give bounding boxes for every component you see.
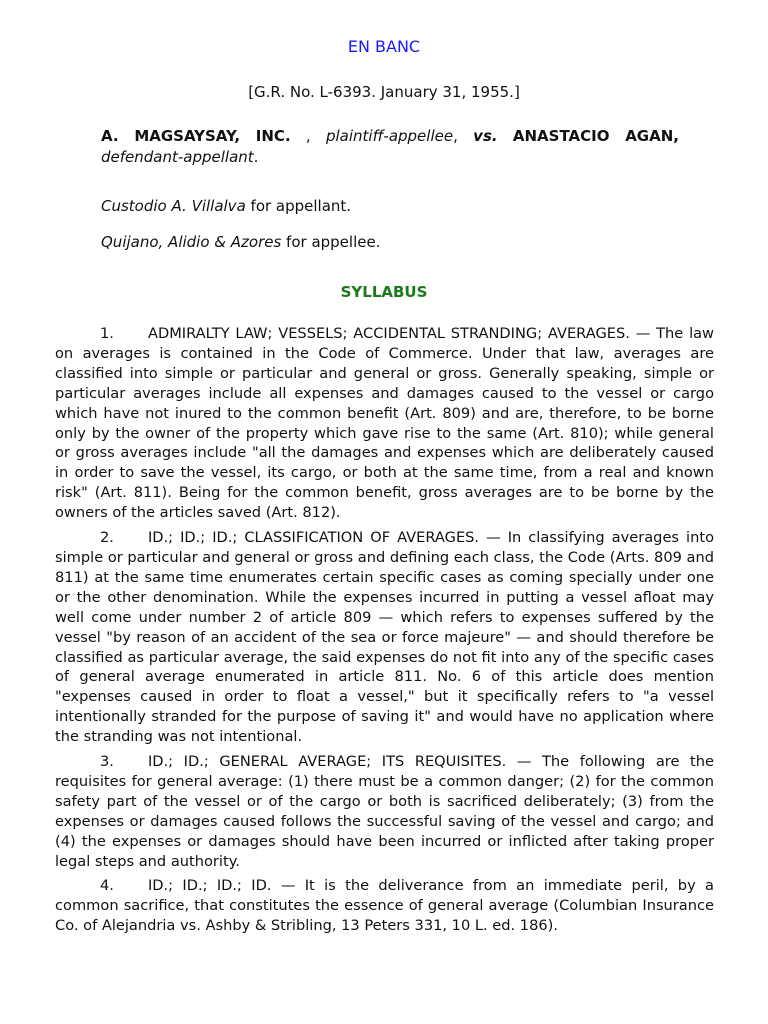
paragraph-text: ADMIRALTY LAW; VESSELS; ACCIDENTAL STRANDING; AVERAGES. — The law on averages is contained in the Code of Commerce. Under that law, averages are classified into simple or particular and general or gross. Generally speaking, simple or particular averages include all expenses and damages caused to the vessel or cargo which have not inured to the common benefit (Art. 809) and are, therefore, to be borne only by the owner of the property which gave rise to the same (Art. 810); while general or gross averages include "all the damages and expenses which are deliberately caused in order to save the vessel, its cargo, or both at the same time, from a real and known risk" (Art. 811). Being for the common benefit, gross averages are to be borne by the owners of the articles saved (Art. 812). [55, 325, 714, 522]
paragraph-text: ID.; ID.; ID.; ID. — It is the deliverance from an immediate peril, by a common sacrifice, that constitutes the essence of general average (Columbian Insurance Co. of Alejandria vs. Ashby & Stribling, 13 Peters 331, 10 L. ed. 186). [55, 877, 714, 935]
syllabus-body [55, 324, 714, 941]
counsel-name: Custodio A. Villalva [101, 197, 246, 215]
counsel-role: for appellee. [281, 233, 381, 251]
plaintiff-role: plaintiff-appellee [325, 127, 454, 145]
paragraph-text: ID.; ID.; ID.; CLASSIFICATION OF AVERAGES. — In classifying averages into simple or particular and general or gross and defining each class, the Code (Arts. 809 and 811) at the same time enumerates certain specific cases as coming specially under one or the other denomination. While the expenses incurred in putting a vessel afloat may well come under number 2 of article 809 — which refers to expenses suffered by the vessel "by reason of an accident of the sea or force majeure" — and should therefore be classified as particular average, the said expenses do not fit into any of the specific cases of general average enumerated in article 811. No. 6 of this article does mention "expenses caused in order to float a vessel," but it specifically refers to "a vessel intentionally stranded for the purpose of saving it" and would have no application where the stranding was not intentional. [55, 529, 714, 746]
paragraph-number: 2. [100, 529, 114, 547]
syllabus-paragraph-3 [55, 752, 714, 871]
paragraph-number: 1. [100, 325, 114, 342]
syllabus-paragraph-4 [55, 876, 714, 936]
court-division: EN BANC [347, 37, 421, 56]
plaintiff-name: A. MAGSAYSAY, INC. [101, 127, 291, 145]
syllabus-paragraph-1 [55, 324, 714, 523]
paragraph-number: 3. [100, 753, 114, 771]
counsel-appellee [101, 232, 701, 252]
parties-period: . [253, 148, 259, 166]
defendant-name: ANASTACIO AGAN, [512, 127, 679, 145]
counsel-name: Quijano, Alidio & Azores [101, 233, 282, 251]
party-comma: , [453, 127, 458, 145]
paragraph-text: ID.; ID.; GENERAL AVERAGE; ITS REQUISITES. — The following are the requisites for general average: (1) there must be a common danger; (2) for the common safety part of the vessel or of the cargo or both is sacrificed deliberately; (3) from the expenses or damages caused follows the successful saving of the vessel and cargo; and (4) the expenses or damages should have been incurred or inflicted after taking proper legal steps and authority. [55, 753, 714, 870]
versus-label: vs. [473, 127, 498, 145]
counsel-role: for appellant. [245, 197, 352, 215]
syllabus-paragraph-2 [55, 528, 714, 747]
party-separator: , [290, 127, 326, 145]
paragraph-number: 4. [100, 877, 114, 895]
syllabus-heading: SYLLABUS [340, 283, 428, 301]
case-number: [G.R. No. L-6393. January 31, 1955.] [248, 83, 520, 101]
defendant-role: defendant-appellant [101, 148, 254, 166]
case-parties [101, 126, 679, 168]
counsel-appellant [101, 196, 701, 216]
